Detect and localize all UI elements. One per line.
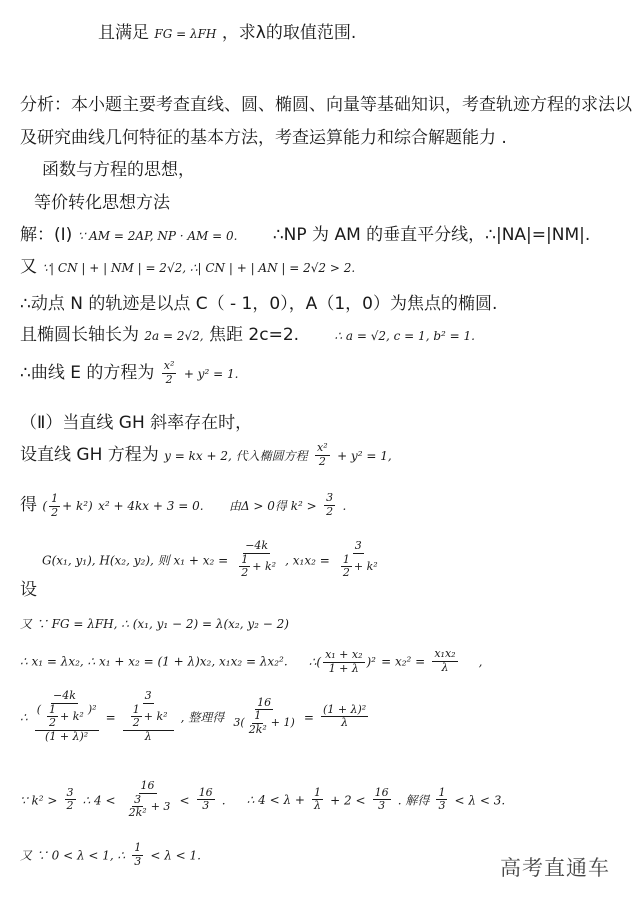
- math: y = kx + 2, 代入椭圆方程: [164, 449, 308, 463]
- watermark: 高考直通车: [500, 856, 610, 880]
- text: ∴曲线 E 的方程为: [20, 363, 155, 383]
- derivation-line: [20, 690, 370, 744]
- math: < λ < 3.: [454, 793, 506, 808]
- math: ∴ x₁ = λx₂, ∴ x₁ + x₂ = (1 + λ)x₂, x₁x₂ = λx₂².: [20, 654, 288, 669]
- period: .: [342, 499, 347, 513]
- line-equation: [20, 440, 392, 468]
- math: ∴ a = √2, c = 1, b² = 1.: [334, 329, 475, 343]
- math: < λ < 1.: [150, 848, 201, 863]
- math: ∴ 4 < λ +: [246, 793, 305, 808]
- less-than: <: [179, 793, 190, 808]
- math: , x₁x₂ =: [285, 553, 330, 568]
- solution-part1-line: [20, 220, 590, 245]
- fraction: $\frac{3}{2}$: [326, 490, 334, 518]
- fraction: $\frac{16}{3}$: [374, 785, 389, 813]
- math: . 解得: [397, 793, 430, 808]
- final-line: [20, 842, 201, 868]
- equals: =: [105, 710, 116, 725]
- fraction: $\frac{\text{x²}}{2}$: [317, 440, 328, 468]
- math: = x₂² =: [381, 654, 426, 669]
- text: 得: [20, 495, 37, 515]
- solution-line: [20, 252, 355, 277]
- math: ∵ k² >: [20, 793, 58, 808]
- fraction: $\frac{3}{2}$: [66, 785, 74, 813]
- vector-equation: FG = λFH: [154, 27, 217, 41]
- fraction: $\frac{1}{\lambda}$: [314, 785, 322, 813]
- math: ∵| CN | + | NM | = 2√2, ∴| CN | + | AN | = 2√2 > 2.: [42, 261, 356, 275]
- equals: =: [303, 710, 314, 725]
- period: .: [221, 793, 226, 808]
- analysis-line-2: 及研究曲线几何特征的基本方法，考查运算能力和综合解题能力 .: [20, 128, 507, 148]
- text: 且椭圆长轴长为: [20, 325, 139, 345]
- fraction: $\frac{1}{3}$: [134, 841, 142, 868]
- curve-equation-line: [20, 358, 238, 386]
- math-group: ( $\frac{1}{2}$ + k²): [42, 492, 93, 519]
- part2-heading: （Ⅱ）当直线 GH 斜率存在时，: [20, 413, 253, 433]
- fraction: 16 3( $\frac{1}{\text{2k²}}$ + 1): [233, 695, 295, 737]
- ellipse-axes-line: [20, 320, 475, 345]
- text: ∴NP 为 AM 的垂直平分线，∴|NA|=|NM|.: [272, 225, 591, 245]
- fraction: 3 $\frac{1}{2}$ + k²: [342, 539, 378, 580]
- vector-line: [20, 613, 289, 632]
- math: , 整理得: [180, 710, 225, 725]
- fraction: $\frac{1}{3}$: [438, 785, 446, 813]
- math: 又 ∵ 0 < λ < 1, ∴: [20, 848, 126, 863]
- math: + y² = 1,: [337, 449, 392, 463]
- vieta-line: [42, 540, 382, 580]
- fraction: $\frac{\text{(1 + λ)²}}{\lambda}$: [323, 702, 367, 730]
- fraction: $\frac{\text{x²}}{2}$: [163, 358, 175, 386]
- math: 由Δ > 0得 k² >: [228, 499, 317, 513]
- text: 设直线 GH 方程为: [20, 445, 159, 465]
- math: ∵ AM = 2AP, NP · AM = 0.: [77, 229, 238, 243]
- locus-line: ∴动点 N 的轨迹是以点 C（ - 1，0），A（1，0）为焦点的椭圆.: [20, 294, 498, 314]
- fraction: ( −4k $\frac{1}{2}$ + k² )² (1 + λ)²: [36, 689, 97, 743]
- fraction: −4k $\frac{1}{2}$ + k²: [241, 539, 277, 580]
- fraction: 3 $\frac{1}{2}$ + k² λ: [123, 690, 174, 744]
- analysis-line-1: 分析：本小题主要考查直线、圆、椭圆、向量等基础知识，考查轨迹方程的求法以: [20, 95, 632, 115]
- label-let: 设: [20, 580, 37, 600]
- fraction: $\frac{\text{x₁x₂}}{\lambda}$: [434, 647, 456, 674]
- fraction: $\frac{16}{3}$: [198, 785, 213, 813]
- math: + y² = 1.: [183, 367, 239, 381]
- math: 又 ∵ FG = λFH, ∴ (x₁, y₁ − 2) = λ(x₂, y₂ − 2): [20, 617, 289, 631]
- math-group: ∴( $\frac{\text{x₁ + x₂}}{1 + \lambda}$ )²: [308, 648, 376, 675]
- inequality-line: [20, 780, 505, 820]
- math: + 2 <: [330, 793, 366, 808]
- math: x² + 4kx + 3 = 0.: [98, 499, 204, 513]
- line-condition: [98, 18, 356, 43]
- math: ∴ 4 <: [82, 793, 116, 808]
- math: 2a = 2√2,: [144, 329, 204, 343]
- quadratic-line: [20, 490, 346, 520]
- method-line-2: 等价转化思想方法: [34, 193, 170, 213]
- method-line-1: 函数与方程的思想，: [42, 160, 195, 180]
- text: ，求λ的取值范围.: [221, 23, 357, 43]
- text: 又: [20, 257, 37, 277]
- text: 焦距 2c=2.: [209, 325, 300, 345]
- comma: ,: [478, 654, 483, 669]
- relation-line: [20, 648, 482, 675]
- fraction: 16 $\frac{3}{\text{2k²}}$ + 3: [128, 779, 171, 820]
- text: 解：(Ⅰ): [20, 225, 73, 245]
- therefore: ∴: [20, 710, 28, 725]
- math: G(x₁, y₁), H(x₂, y₂), 则 x₁ + x₂ =: [42, 553, 229, 568]
- text: 且满足: [98, 23, 149, 43]
